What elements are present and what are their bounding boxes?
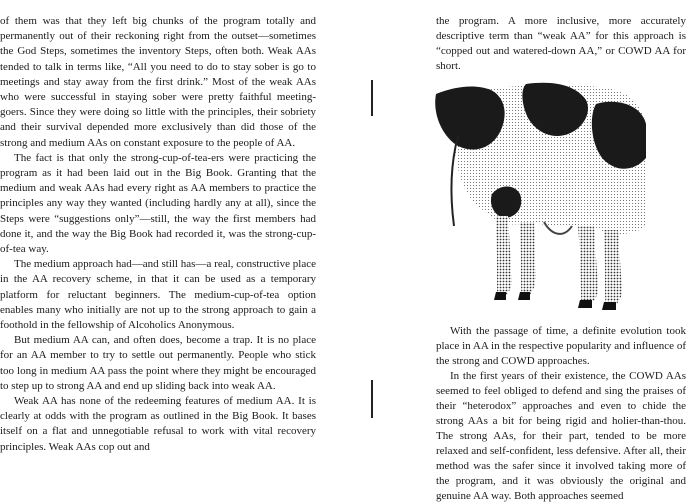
paragraph: With the passage of time, a definite evolution took place in AA in the respective popularity and influence of the strong and COWD approaches. <box>436 325 686 367</box>
paragraph: But medium AA can, and often does, become a trap. It is no place for an AA member to try to settle out permanently. People who stick too long in medium AA pass the point where they might be encouraged to step up to strong AA and end up sliding back into weak AA. <box>0 334 316 392</box>
paragraph: The fact is that only the strong-cup-of-tea-ers were practicing the program as it had been laid out in the Big Book. Granting that the medium and weak AAs had every right as AA members to practice the principles any way they wanted (including hardly any at all), since the Steps were “suggestions only”—still, the way the first members had done it, and the way the Big Book had recorded it, was the strong-cup-of-tea way. <box>0 151 316 256</box>
right-text-bottom <box>436 324 686 504</box>
right-text-top <box>436 14 686 74</box>
left-text-column <box>0 14 316 455</box>
paragraph: The medium approach had—and still has—a real, constructive place in the AA recovery scheme, in that it can be used as a temporary platform for reluctant beginners. The medium-cup-of-tea option enables many who initially are not up to the strong approach to gain a foothold in the fellowship of Alcoholics Anonymous. <box>0 258 316 332</box>
paragraph: Weak AA has none of the redeeming features of medium AA. It is clearly at odds with the program as outlined in the Big Book. It bases itself on a flat and unnegotiable refusal to work with vital recovery principles. Weak AAs cop out and <box>0 395 316 453</box>
paragraph: of them was that they left big chunks of the program totally and permanently out of their reckoning right from the outset—sometimes the God Steps, sometimes the inventory Steps, often both. Weak AAs tended to talk in terms like, “All you need to do to stay sober is go to meetings and stay away from the first drink.” Most of the weak AAs who were successful in staying sober were pretty faithful meeting-goers. Since they were doing so little with the principles, their sobriety and their survival depended more exclusively than did those of the strong and medium AAs on constant exposure to the people of AA. <box>0 15 316 149</box>
cow-icon <box>436 76 646 316</box>
cow-illustration <box>436 76 646 316</box>
paragraph: the program. A more inclusive, more accurately descriptive term than “weak AA” for this approach is “copped out and watered-down AA,” or COWD AA for short. <box>436 15 686 72</box>
gutter-mark <box>371 380 373 418</box>
paragraph: In the first years of their existence, the COWD AAs seemed to feel obliged to defend and sing the praises of their “heterodox” approaches and even to chide the strong AAs a bit for being rigid and holier-than-thou. The strong AAs, for their part, tended to be more relaxed and self-confident, less defensive. After all, their method was the safer since it involved taking more of the program, and it was obviously the original and genuine AA way. Both approaches seemed <box>436 370 686 502</box>
right-page <box>380 0 686 502</box>
gutter-mark <box>371 80 373 116</box>
